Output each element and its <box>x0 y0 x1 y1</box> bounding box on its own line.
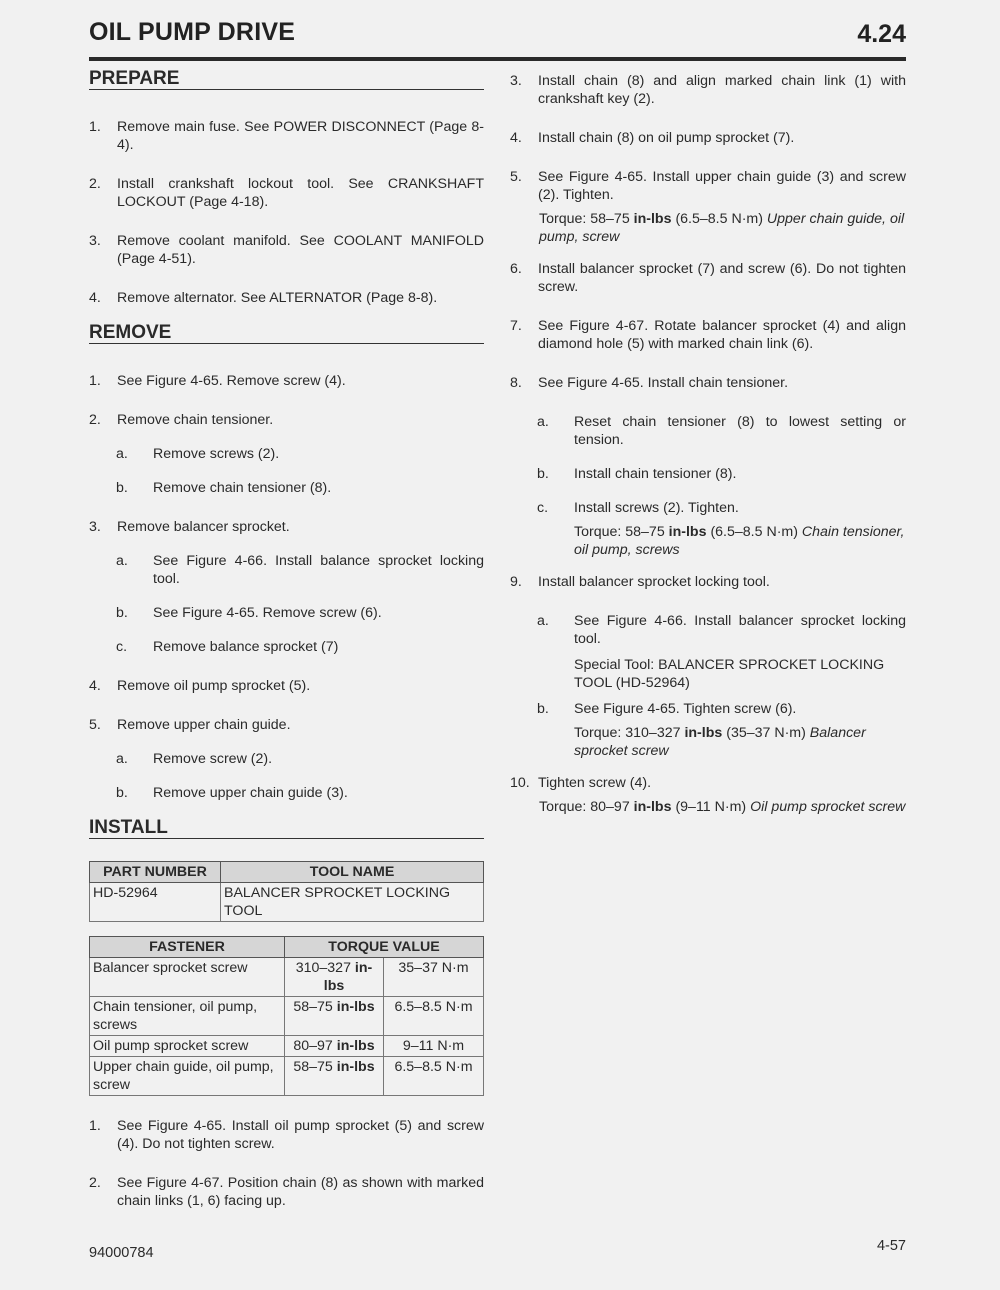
install-step: 9. Install balancer sprocket locking tool. <box>510 574 770 590</box>
remove-substep: c. Remove balance sprocket (7) <box>116 639 339 655</box>
table-cell: Upper chain guide, oil pump, screw <box>90 1057 285 1096</box>
table-cell: Chain tensioner, oil pump, screws <box>90 997 285 1036</box>
section-number: 4.24 <box>857 20 906 48</box>
table-row <box>90 997 484 1036</box>
install-substep: c. Install screws (2). Tighten. <box>537 500 739 516</box>
remove-substep: b. See Figure 4-65. Remove screw (6). <box>116 605 382 621</box>
table-row <box>90 883 484 922</box>
header-divider <box>89 57 906 61</box>
install-step: 7. See Figure 4-67. Rotate balancer sprocket (4) and align diamond hole (5) with marked chain link (6). <box>510 318 906 352</box>
prepare-step: 2. Install crankshaft lockout tool. See CRANKSHAFT LOCKOUT (Page 4-18). <box>89 176 484 210</box>
remove-step: 4. Remove oil pump sprocket (5). <box>89 678 311 694</box>
prepare-step: 4. Remove alternator. See ALTERNATOR (Page 8-8). <box>89 290 438 306</box>
right-column <box>510 66 906 816</box>
install-step: 8. See Figure 4-65. Install chain tensioner. <box>510 375 789 391</box>
table-cell: 9–11 N·m <box>384 1036 484 1057</box>
install-step: 5. See Figure 4-65. Install upper chain guide (3) and screw (2). Tighten. <box>510 169 906 203</box>
special-tool-note: Special Tool: BALANCER SPROCKET LOCKING TOOL (HD-52964) <box>574 657 885 691</box>
fastener-table <box>89 936 484 1096</box>
tool-table-header: PART NUMBER <box>90 862 221 883</box>
table-cell: 58–75 in-lbs <box>285 997 384 1036</box>
tool-table <box>89 861 484 922</box>
remove-substep: a. See Figure 4-66. Install balance sprocket locking tool. <box>116 553 484 587</box>
prepare-step: 3. Remove coolant manifold. See COOLANT MANIFOLD (Page 4-51). <box>89 233 484 267</box>
table-cell: 80–97 in-lbs <box>285 1036 384 1057</box>
page-title: OIL PUMP DRIVE <box>89 18 296 46</box>
left-column <box>89 66 484 1210</box>
remove-step: 2. Remove chain tensioner. <box>89 412 274 428</box>
install-substep: b. Install chain tensioner (8). <box>537 466 737 482</box>
torque-note: Torque: 58–75 in-lbs (6.5–8.5 N·m) Chain tensioner, oil pump, screws <box>574 524 905 558</box>
table-cell: Balancer sprocket screw <box>90 958 285 997</box>
table-cell: Oil pump sprocket screw <box>90 1036 285 1057</box>
document-number: 94000784 <box>89 1245 154 1261</box>
table-row <box>90 1036 484 1057</box>
fastener-table-header: TORQUE VALUE <box>285 937 484 958</box>
table-row <box>90 1057 484 1096</box>
fastener-table-header: FASTENER <box>90 937 285 958</box>
table-cell: 6.5–8.5 N·m <box>384 1057 484 1096</box>
table-cell: HD-52964 <box>90 883 221 922</box>
table-cell: 6.5–8.5 N·m <box>384 997 484 1036</box>
remove-step: 1. See Figure 4-65. Remove screw (4). <box>89 373 346 389</box>
page-number: 4-57 <box>876 1238 906 1254</box>
table-cell: 310–327 in-lbs <box>285 958 384 997</box>
remove-step: 5. Remove upper chain guide. <box>89 717 291 733</box>
install-step: 10. Tighten screw (4). <box>510 775 652 791</box>
remove-substep: b. Remove chain tensioner (8). <box>116 480 332 496</box>
install-substep: b. See Figure 4-65. Tighten screw (6). <box>537 701 797 717</box>
install-step: 3. Install chain (8) and align marked chain link (1) with crankshaft key (2). <box>510 73 906 107</box>
install-heading: INSTALL <box>89 819 484 839</box>
install-step: 4. Install chain (8) on oil pump sprocket (7). <box>510 130 795 146</box>
prepare-heading: PREPARE <box>89 70 484 90</box>
prepare-step: 1. Remove main fuse. See POWER DISCONNECT (Page 8-4). <box>89 119 484 153</box>
torque-note: Torque: 310–327 in-lbs (35–37 N·m) Balancer sprocket screw <box>574 725 866 759</box>
remove-step: 3. Remove balancer sprocket. <box>89 519 290 535</box>
table-cell: 58–75 in-lbs <box>285 1057 384 1096</box>
install-step: 6. Install balancer sprocket (7) and screw (6). Do not tighten screw. <box>510 261 906 295</box>
install-step: 1. See Figure 4-65. Install oil pump sprocket (5) and screw (4). Do not tighten screw. <box>89 1118 484 1152</box>
remove-substep: a. Remove screws (2). <box>116 446 280 462</box>
install-step: 2. See Figure 4-67. Position chain (8) as shown with marked chain links (1, 6) facing up. <box>89 1175 484 1209</box>
torque-note: Torque: 80–97 in-lbs (9–11 N·m) Oil pump sprocket screw <box>539 799 906 815</box>
table-row <box>90 958 484 997</box>
remove-heading: REMOVE <box>89 324 484 344</box>
tool-table-header: TOOL NAME <box>221 862 484 883</box>
install-substep: a. Reset chain tensioner (8) to lowest setting or tension. <box>537 414 906 448</box>
table-cell: BALANCER SPROCKET LOCKING TOOL <box>221 883 484 922</box>
remove-substep: b. Remove upper chain guide (3). <box>116 785 348 801</box>
table-cell: 35–37 N·m <box>384 958 484 997</box>
install-substep: a. See Figure 4-66. Install balancer sprocket locking tool. <box>537 613 906 647</box>
remove-substep: a. Remove screw (2). <box>116 751 273 767</box>
torque-note: Torque: 58–75 in-lbs (6.5–8.5 N·m) Upper chain guide, oil pump, screw <box>539 211 905 245</box>
